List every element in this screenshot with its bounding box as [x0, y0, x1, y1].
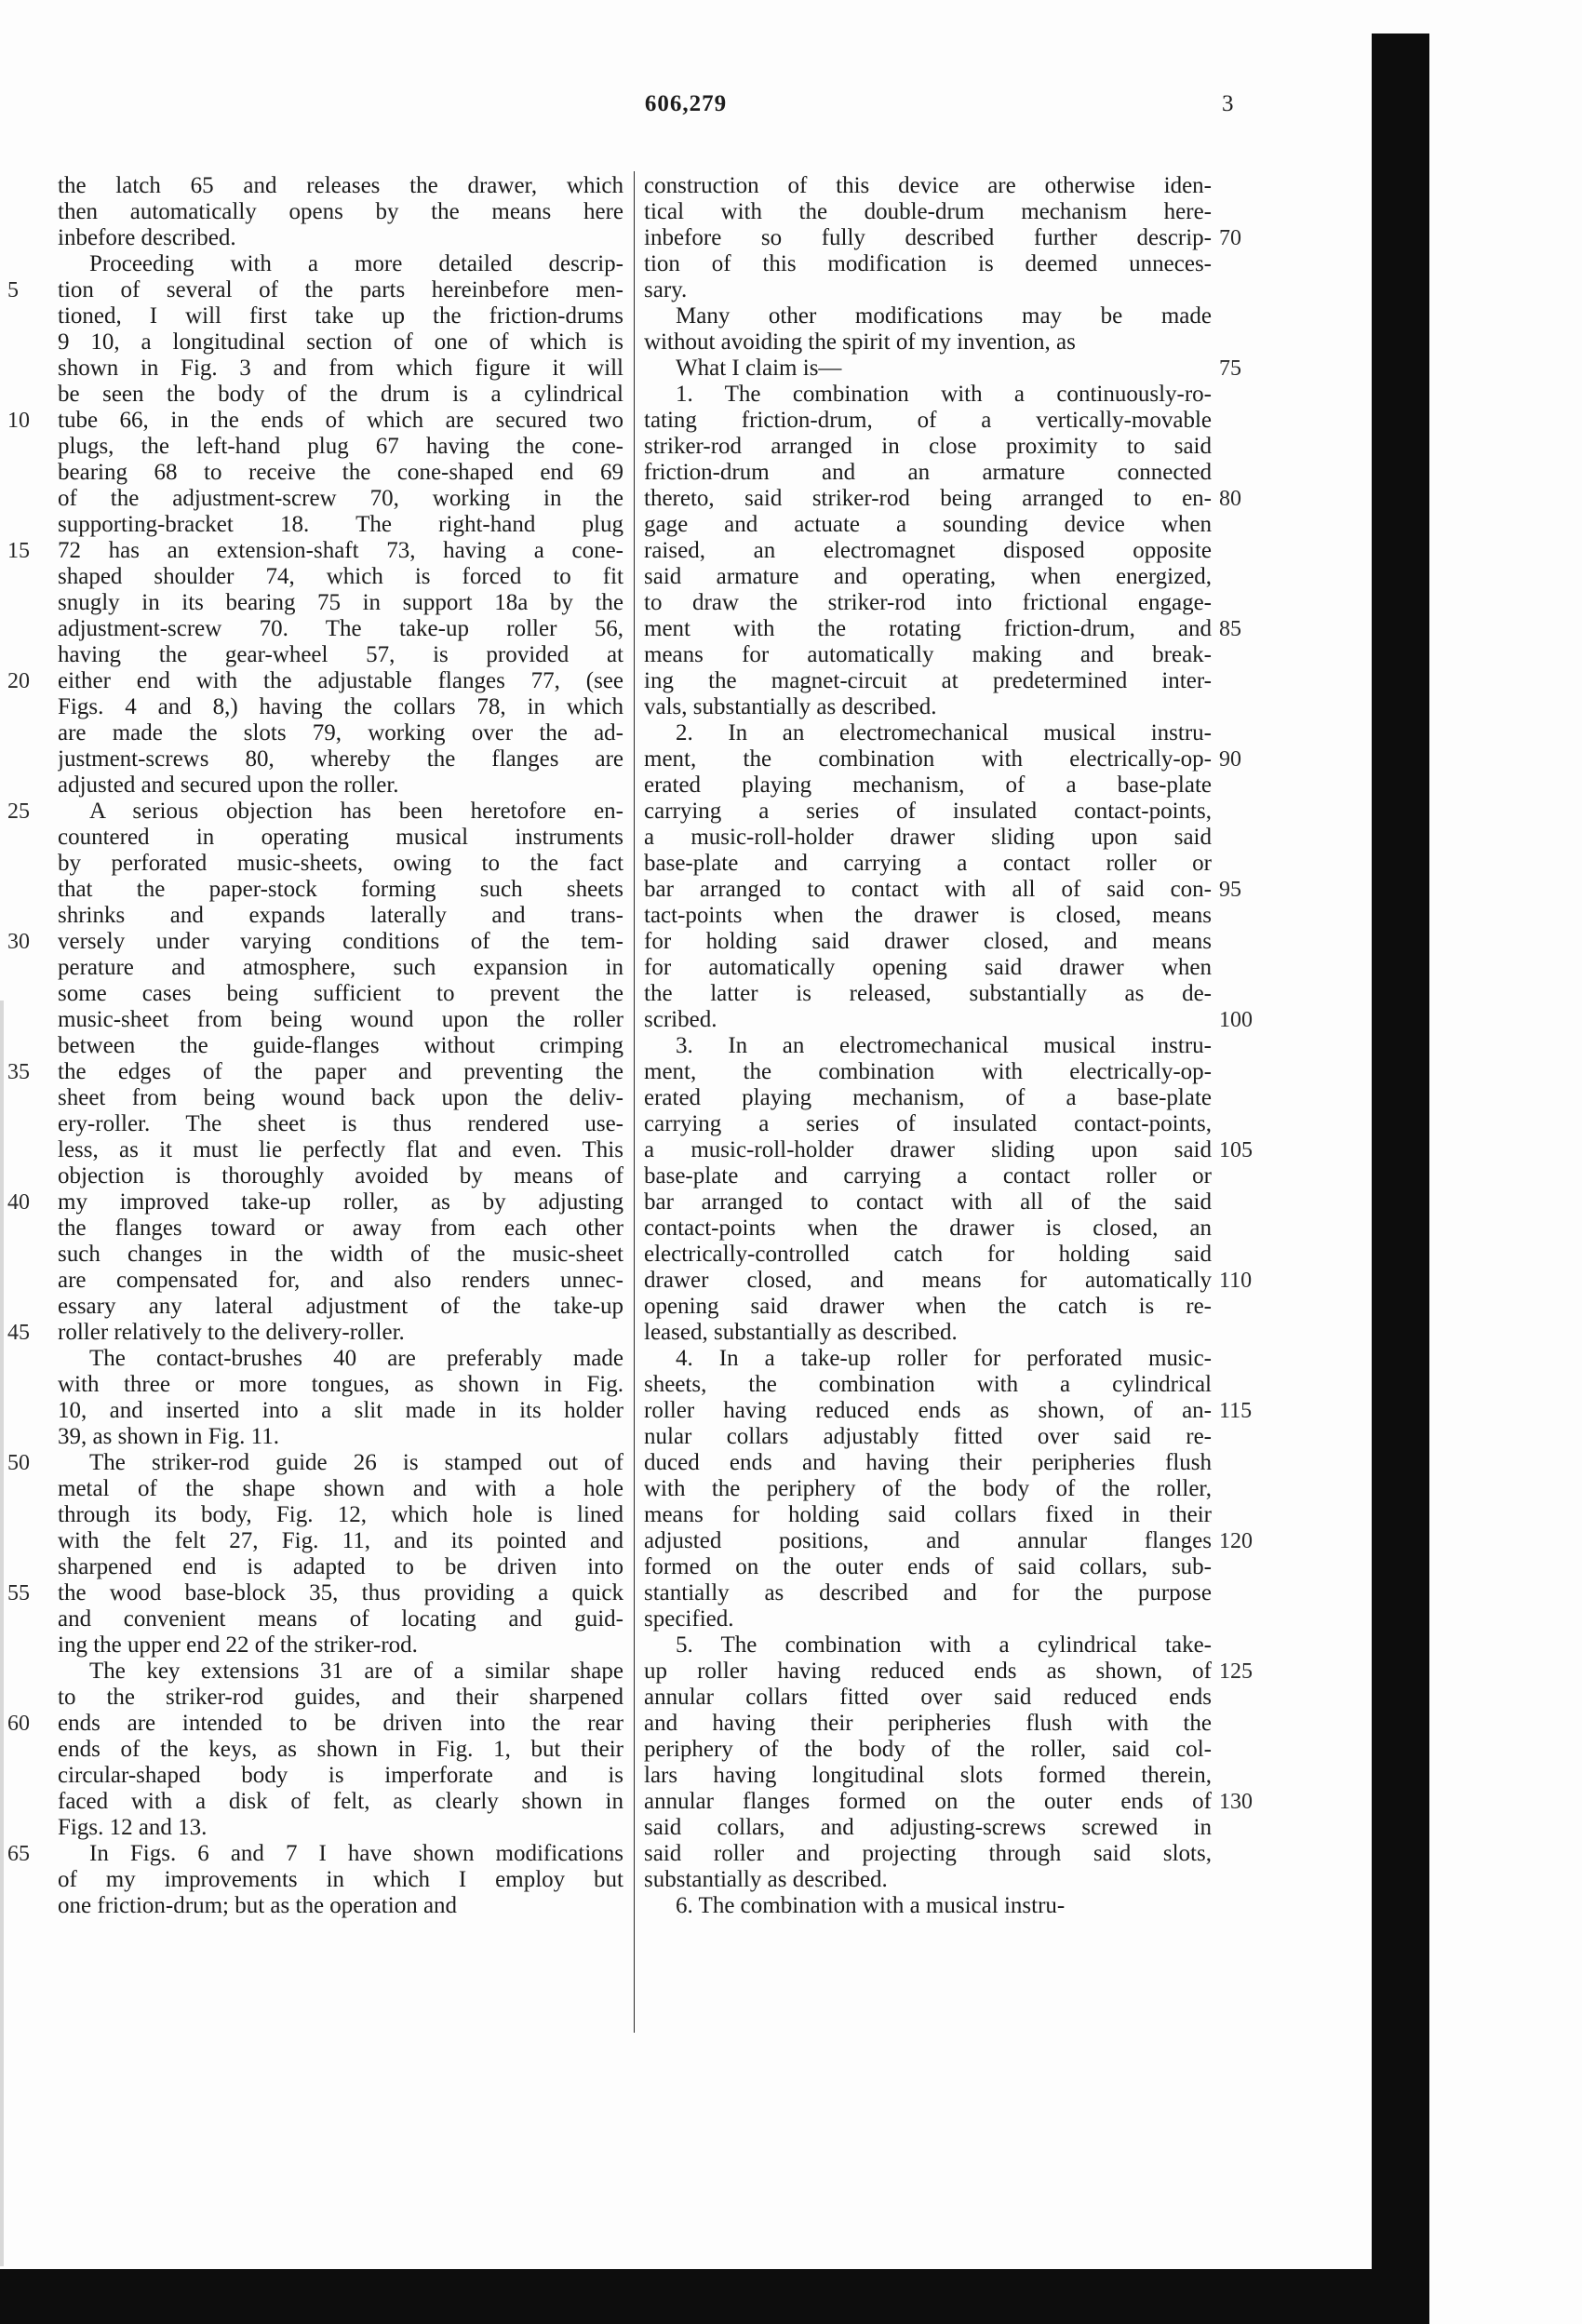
line-number: 125 [1219, 1659, 1253, 1684]
text-line: means for holding said collars fixed in their [644, 1502, 1212, 1527]
text-line: sharpened end is adapted to be driven into [58, 1554, 623, 1579]
scan-margin-shadow [0, 1001, 4, 2266]
text-line: essary any lateral adjustment of the take-up [58, 1294, 623, 1319]
text-line: scribed. [644, 1007, 717, 1032]
text-line: sheets, the combination with a cylindrical [644, 1372, 1212, 1397]
text-line: tating friction-drum, of a vertically-movable [644, 408, 1212, 433]
text-line: sary. [644, 277, 688, 302]
text-line: nular collars adjustably fitted over said re- [644, 1424, 1212, 1449]
text-line: some cases being sufficient to prevent the [58, 981, 623, 1006]
line-number: 10 [7, 409, 30, 433]
text-line: 5. The combination with a cylindrical take- [676, 1632, 1212, 1658]
text-line: are made the slots 79, working over the ad- [58, 720, 623, 746]
text-line: What I claim is— [676, 356, 842, 381]
text-line: objection is thoroughly avoided by means of [58, 1163, 623, 1189]
text-line: by perforated music-sheets, owing to the fact [58, 851, 623, 876]
text-line: a music-roll-holder drawer sliding upon said [644, 1137, 1212, 1162]
text-line: 4. In a take-up roller for perforated music- [676, 1346, 1212, 1371]
text-line: formed on the outer ends of said collars, sub- [644, 1554, 1212, 1579]
text-line: the flanges toward or away from each other [58, 1216, 623, 1241]
text-line: tion of several of the parts hereinbefore men- [58, 277, 623, 302]
text-line: shaped shoulder 74, which is forced to fit [58, 564, 623, 589]
text-line: adjustment-screw 70. The take-up roller 56, [58, 616, 623, 641]
text-line: less, as it must lie perfectly flat and even. This [58, 1137, 623, 1162]
text-line: tube 66, in the ends of which are secured two [58, 408, 623, 433]
text-line: specified. [644, 1606, 734, 1632]
text-line: my improved take-up roller, as by adjusting [58, 1189, 623, 1215]
text-line: the wood base-block 35, thus providing a quick [58, 1580, 623, 1605]
text-line: justment-screws 80, whereby the flanges are [58, 746, 623, 772]
text-line: tioned, I will first take up the friction-drums [58, 303, 623, 329]
text-line: said armature and operating, when energized, [644, 564, 1212, 589]
text-line: snugly in its bearing 75 in support 18a by the [58, 590, 623, 615]
left-column [58, 173, 623, 1919]
text-line: the latter is released, substantially as de- [644, 981, 1212, 1006]
text-line: Proceeding with a more detailed descrip- [89, 251, 623, 276]
text-line: and having their peripheries flush with the [644, 1711, 1212, 1736]
text-line: roller relatively to the delivery-roller. [58, 1320, 405, 1345]
text-line: periphery of the body of the roller, said col- [644, 1737, 1212, 1762]
text-line: music-sheet from being wound upon the roller [58, 1007, 623, 1032]
text-line: 6. The combination with a musical instru- [676, 1893, 1066, 1918]
text-line: construction of this device are otherwise iden- [644, 173, 1212, 198]
text-line: metal of the shape shown and with a hole [58, 1476, 623, 1501]
text-line: are compensated for, and also renders unnec- [58, 1268, 623, 1293]
text-line: that the paper-stock forming such sheets [58, 877, 623, 902]
text-line: the edges of the paper and preventing the [58, 1059, 623, 1084]
text-line: roller having reduced ends as shown, of an- [644, 1398, 1212, 1423]
text-line: either end with the adjustable flanges 77, (see [58, 668, 623, 693]
text-line: with the felt 27, Fig. 11, and its pointed and [58, 1528, 623, 1553]
text-line: for automatically opening said drawer when [644, 955, 1212, 980]
text-line: faced with a disk of felt, as clearly shown in [58, 1789, 623, 1814]
text-line: The key extensions 31 are of a similar shape [89, 1659, 623, 1684]
column-divider [634, 171, 635, 2033]
text-line: 9 10, a longitudinal section of one of which is [58, 329, 623, 355]
line-number: 60 [7, 1712, 30, 1736]
text-line: versely under varying conditions of the tem- [58, 929, 623, 954]
text-line: Many other modifications may be made [676, 303, 1212, 329]
line-number: 110 [1219, 1269, 1253, 1293]
text-line: opening said drawer when the catch is re- [644, 1294, 1212, 1319]
text-line: a music-roll-holder drawer sliding upon said [644, 825, 1212, 850]
text-line: stantially as described and for the purpose [644, 1580, 1212, 1605]
text-line: 1. The combination with a continuously-ro- [676, 382, 1212, 407]
text-line: through its body, Fig. 12, which hole is lined [58, 1502, 623, 1527]
text-line: tion of this modification is deemed unneces- [644, 251, 1212, 276]
text-line: of my improvements in which I employ but [58, 1867, 623, 1892]
text-line: the latch 65 and releases the drawer, which [58, 173, 623, 198]
text-line: ends are intended to be driven into the rear [58, 1711, 623, 1736]
line-number: 90 [1219, 747, 1241, 772]
text-line: ends of the keys, as shown in Fig. 1, but their [58, 1737, 623, 1762]
line-number: 70 [1219, 226, 1241, 250]
line-number: 120 [1219, 1529, 1253, 1553]
text-line: to the striker-rod guides, and their sharpened [58, 1685, 623, 1710]
text-line: means for automatically making and break- [644, 642, 1212, 667]
text-line: plugs, the left-hand plug 67 having the cone- [58, 434, 623, 459]
text-line: of the adjustment-screw 70, working in the [58, 486, 623, 511]
text-line: ment, the combination with electrically-op- [644, 1059, 1212, 1084]
text-line: perature and atmosphere, such expansion in [58, 955, 623, 980]
text-line: carrying a series of insulated contact-points, [644, 799, 1212, 824]
text-line: bar arranged to contact with all of the said [644, 1189, 1212, 1215]
line-number: 65 [7, 1842, 30, 1866]
text-line: raised, an electromagnet disposed opposite [644, 538, 1212, 563]
text-line: 72 has an extension-shaft 73, having a cone- [58, 538, 623, 563]
text-line: ment, the combination with electrically-op- [644, 746, 1212, 772]
text-line: A serious objection has been heretofore en- [89, 799, 623, 824]
text-line: supporting-bracket 18. The right-hand plug [58, 512, 623, 537]
text-line: gage and actuate a sounding device when [644, 512, 1212, 537]
text-line: shown in Fig. 3 and from which figure it will [58, 356, 623, 381]
line-number: 105 [1219, 1138, 1253, 1162]
scan-border-bottom [0, 2269, 1429, 2324]
text-line: adjusted positions, and annular flanges [644, 1528, 1212, 1553]
text-line: sheet from being wound back upon the deliv- [58, 1085, 623, 1110]
text-line: such changes in the width of the music-sheet [58, 1242, 623, 1267]
text-line: ment with the rotating friction-drum, and [644, 616, 1212, 641]
text-line: said collars, and adjusting-screws screwed in [644, 1815, 1212, 1840]
text-line: ing the magnet-circuit at predetermined inter- [644, 668, 1212, 693]
text-line: bar arranged to contact with all of said con- [644, 877, 1212, 902]
text-line: electrically-controlled catch for holding said [644, 1242, 1212, 1267]
text-line: circular-shaped body is imperforate and is [58, 1763, 623, 1788]
text-line: In Figs. 6 and 7 I have shown modifications [89, 1841, 623, 1866]
right-column [644, 173, 1212, 1919]
line-number: 55 [7, 1581, 30, 1605]
text-line: inbefore described. [58, 225, 236, 250]
text-line: striker-rod arranged in close proximity to said [644, 434, 1212, 459]
text-line: Figs. 4 and 8,) having the collars 78, in which [58, 694, 623, 719]
text-line: friction-drum and an armature connected [644, 460, 1212, 485]
text-line: tact-points when the drawer is closed, means [644, 903, 1212, 928]
scan-border-right [1372, 34, 1429, 2324]
line-number: 30 [7, 930, 30, 954]
text-line: annular collars fitted over said reduced ends [644, 1685, 1212, 1710]
text-line: erated playing mechanism, of a base-plate [644, 1085, 1212, 1110]
text-line: be seen the body of the drum is a cylindrical [58, 382, 623, 407]
text-line: drawer closed, and means for automatically [644, 1268, 1212, 1293]
text-line: countered in operating musical instruments [58, 825, 623, 850]
text-line: with three or more tongues, as shown in Fig. [58, 1372, 623, 1397]
line-number: 130 [1219, 1790, 1253, 1814]
text-line: for holding said drawer closed, and means [644, 929, 1212, 954]
text-line: tical with the double-drum mechanism here- [644, 199, 1212, 224]
line-number: 40 [7, 1190, 30, 1215]
line-number: 20 [7, 669, 30, 693]
text-line: 2. In an electromechanical musical instru- [676, 720, 1212, 746]
text-line: The striker-rod guide 26 is stamped out of [89, 1450, 623, 1475]
text-line: between the guide-flanges without crimping [58, 1033, 623, 1058]
text-line: 39, as shown in Fig. 11. [58, 1424, 279, 1449]
line-number: 95 [1219, 878, 1241, 902]
text-line: to draw the striker-rod into frictional engage- [644, 590, 1212, 615]
text-line: base-plate and carrying a contact roller or [644, 851, 1212, 876]
text-line: leased, substantially as described. [644, 1320, 958, 1345]
text-line: with the periphery of the body of the roller, [644, 1476, 1212, 1501]
text-line: one friction-drum; but as the operation and [58, 1893, 458, 1918]
text-line: substantially as described. [644, 1867, 888, 1892]
text-line: having the gear-wheel 57, is provided at [58, 642, 623, 667]
text-line: Figs. 12 and 13. [58, 1815, 208, 1840]
text-line: carrying a series of insulated contact-points, [644, 1111, 1212, 1136]
line-number: 85 [1219, 617, 1241, 641]
text-line: duced ends and having their peripheries flush [644, 1450, 1212, 1475]
line-number: 5 [7, 278, 19, 302]
text-line: vals, substantially as described. [644, 694, 937, 719]
text-line: The contact-brushes 40 are preferably made [89, 1346, 623, 1371]
text-line: erated playing mechanism, of a base-plate [644, 772, 1212, 798]
line-number: 115 [1219, 1399, 1253, 1423]
patent-number: 606,279 [644, 91, 728, 116]
text-line: ing the upper end 22 of the striker-rod. [58, 1632, 418, 1658]
text-line: annular flanges formed on the outer ends of [644, 1789, 1212, 1814]
line-number: 75 [1219, 356, 1241, 381]
text-line: 3. In an electromechanical musical instru- [676, 1033, 1212, 1058]
text-line: then automatically opens by the means here [58, 199, 623, 224]
text-line: 10, and inserted into a slit made in its holder [58, 1398, 623, 1423]
line-number: 80 [1219, 487, 1241, 511]
text-line: ery-roller. The sheet is thus rendered use- [58, 1111, 623, 1136]
text-line: inbefore so fully described further descrip- [644, 225, 1212, 250]
text-line: adjusted and secured upon the roller. [58, 772, 399, 798]
line-number: 50 [7, 1451, 30, 1475]
line-number: 25 [7, 799, 30, 824]
line-number: 45 [7, 1321, 30, 1345]
text-line: and convenient means of locating and guid- [58, 1606, 623, 1632]
text-line: said roller and projecting through said slots, [644, 1841, 1212, 1866]
text-line: shrinks and expands laterally and trans- [58, 903, 623, 928]
line-number: 100 [1219, 1008, 1253, 1032]
text-line: lars having longitudinal slots formed therein, [644, 1763, 1212, 1788]
page-number: 3 [1222, 91, 1234, 116]
text-line: without avoiding the spirit of my invention, as [644, 329, 1076, 355]
text-line: up roller having reduced ends as shown, of [644, 1659, 1212, 1684]
line-number: 15 [7, 539, 30, 563]
text-line: bearing 68 to receive the cone-shaped end 69 [58, 460, 623, 485]
text-line: contact-points when the drawer is closed, an [644, 1216, 1212, 1241]
line-number: 35 [7, 1060, 30, 1084]
text-line: base-plate and carrying a contact roller or [644, 1163, 1212, 1189]
text-line: thereto, said striker-rod being arranged to en- [644, 486, 1212, 511]
